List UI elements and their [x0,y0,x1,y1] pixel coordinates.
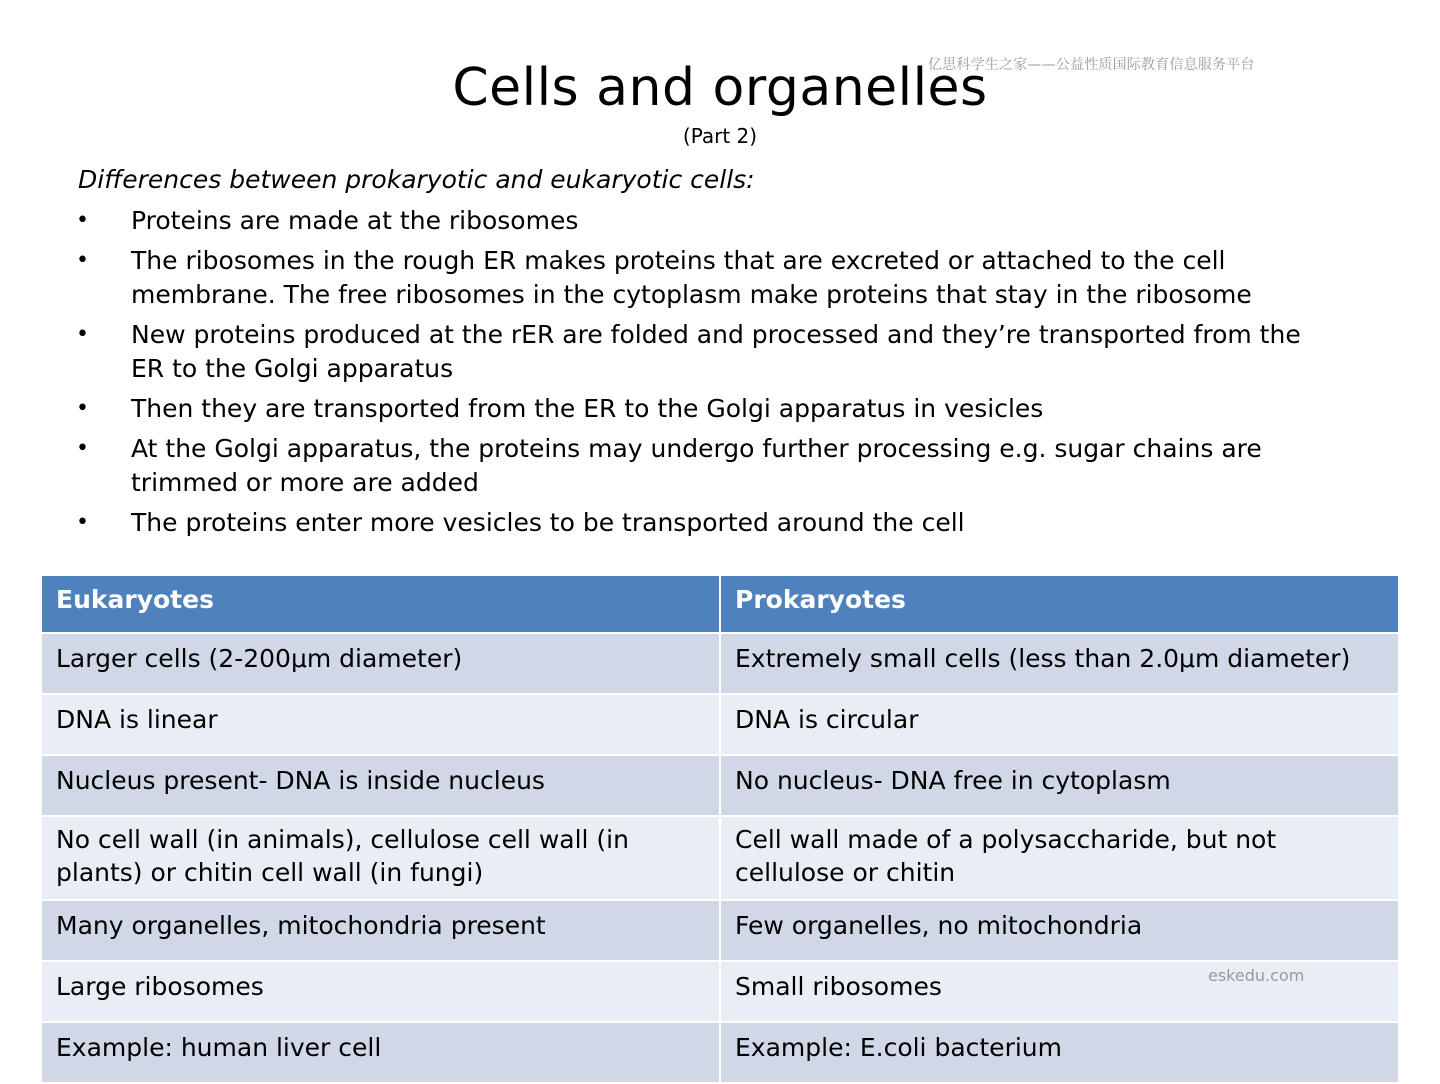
table-row [41,755,1399,816]
bullet-text: Then they are transported from the ER to the Golgi apparatus in vesicles [131,394,1044,423]
table-cell: No cell wall (in animals), cellulose cell wall (in plants) or chitin cell wall (in fungi) [41,816,720,900]
table-cell: Extremely small cells (less than 2.0μm diameter) [720,633,1399,694]
table-row [41,900,1399,961]
table-cell: Large ribosomes [41,961,720,1022]
watermark-bottom: eskedu.com [1208,966,1305,985]
table-cell: DNA is circular [720,694,1399,755]
intro-heading: Differences between prokaryotic and eukaryotic cells: [78,165,755,194]
table-cell: Small ribosomes [720,961,1399,1022]
bullet-text: The proteins enter more vesicles to be transported around the cell [131,508,965,537]
table-cell: Example: human liver cell [41,1022,720,1083]
table-header-row [41,575,1399,633]
bullet-icon: • [76,208,89,233]
table-cell: Cell wall made of a polysaccharide, but not cellulose or chitin [720,816,1399,900]
table-row [41,694,1399,755]
header-prokaryotes: Prokaryotes [720,575,1399,633]
table-row [41,633,1399,694]
table-cell: Many organelles, mitochondria present [41,900,720,961]
page-subtitle: (Part 2) [682,124,758,148]
list-item [0,318,1331,386]
table-cell: Larger cells (2-200μm diameter) [41,633,720,694]
table-cell: Nucleus present- DNA is inside nucleus [41,755,720,816]
bullet-icon: • [76,510,89,535]
table-row [41,816,1399,900]
header-eukaryotes: Eukaryotes [41,575,720,633]
table-cell: DNA is linear [41,694,720,755]
list-item [0,244,1331,312]
bullet-icon: • [76,322,89,347]
list-item [0,432,1331,500]
bullet-text: The ribosomes in the rough ER makes proteins that are excreted or attached to the cell membrane. The free ribosomes in the cytoplasm make proteins that stay in the ribosome [131,246,1252,309]
page-title: Cells and organelles [452,58,988,118]
table-cell: Example: E.coli bacterium [720,1022,1399,1083]
table-row [41,1022,1399,1083]
table-row [41,961,1399,1022]
bullet-text: New proteins produced at the rER are folded and processed and they’re transported from the ER to the Golgi apparatus [131,320,1301,383]
comparison-table [40,574,1400,1084]
list-item [0,506,1331,540]
bullet-text: Proteins are made at the ribosomes [131,206,579,235]
table-cell: Few organelles, no mitochondria [720,900,1399,961]
table-cell: No nucleus- DNA free in cytoplasm [720,755,1399,816]
bullet-text: At the Golgi apparatus, the proteins may undergo further processing e.g. sugar chains are trimmed or more are added [131,434,1262,497]
bullet-icon: • [76,248,89,273]
bullet-icon: • [76,436,89,461]
bullet-list [0,204,1440,546]
list-item [0,204,1331,238]
list-item [0,392,1331,426]
bullet-icon: • [76,396,89,421]
watermark-top: 亿思科学生之家——公益性质国际教育信息服务平台 [928,57,1255,73]
